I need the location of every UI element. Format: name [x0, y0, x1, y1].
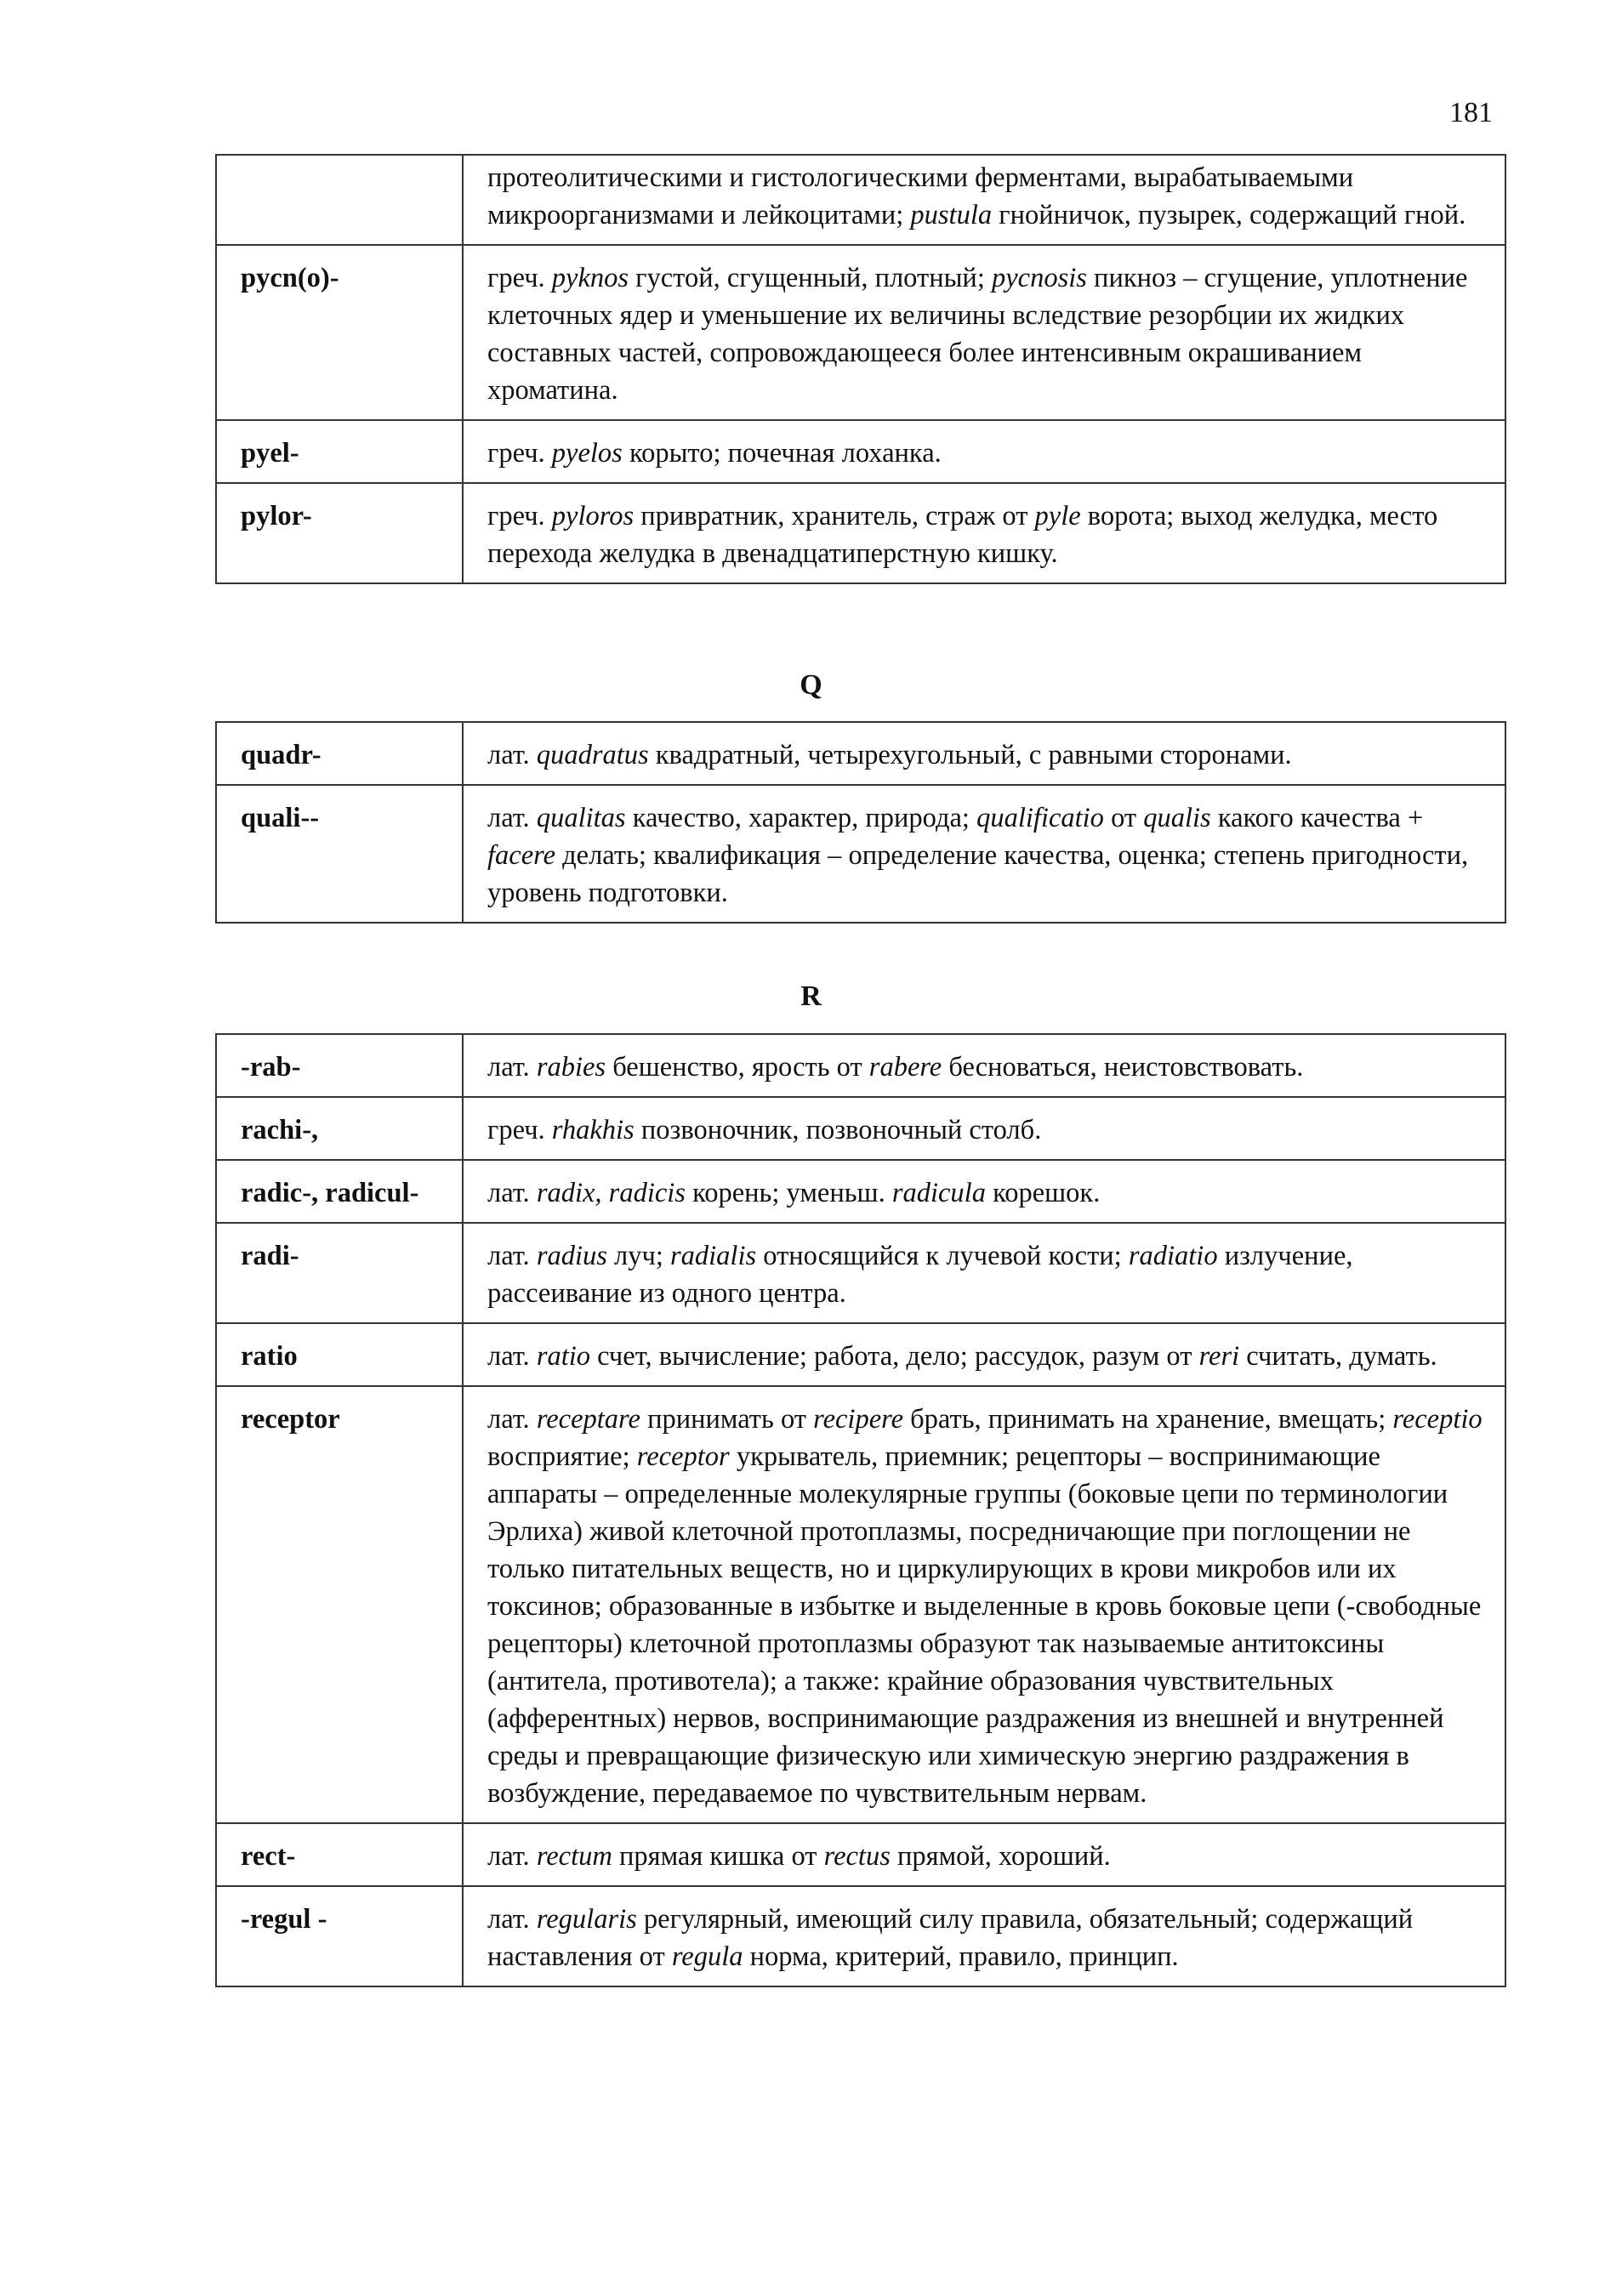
- entry-term: quadr-: [216, 722, 463, 785]
- dictionary-entry: [216, 1034, 1505, 1097]
- definition-text: лат.: [487, 1052, 537, 1083]
- dictionary-table-r: [215, 1033, 1506, 1987]
- definition-text: пикноз – сгущение, уплотнение клеточных ядер и уменьшение их величины вследствие резорбции их жидких составных частей, сопровождающееся более интенсивным окрашиванием хроматина.: [487, 263, 1468, 406]
- entry-definition: [463, 1386, 1505, 1823]
- definition-text: лат.: [487, 740, 537, 770]
- entry-term: rect-: [216, 1823, 463, 1886]
- definition-text: греч.: [487, 263, 552, 293]
- definition-text: какого качества +: [1210, 803, 1424, 833]
- dictionary-entry: [216, 155, 1505, 245]
- italic-term: radicula: [891, 1178, 986, 1208]
- entry-definition: [463, 155, 1505, 245]
- definition-text: делать; квалификация – определение качества, оценка; степень пригодности, уровень подготовки.: [487, 840, 1469, 908]
- dictionary-entry: [216, 483, 1505, 583]
- page-number: 181: [1449, 97, 1493, 128]
- definition-text: лат.: [487, 1904, 537, 1935]
- italic-term: ratio: [536, 1341, 591, 1372]
- definition-text: норма, критерий, правило, принцип.: [743, 1941, 1179, 1972]
- definition-text: греч.: [487, 1115, 552, 1145]
- italic-term: pyknos: [551, 263, 629, 293]
- italic-term: receptare: [536, 1404, 640, 1435]
- dictionary-entry: [216, 1160, 1505, 1223]
- italic-term: pyelos: [551, 438, 623, 469]
- italic-term: rabere: [868, 1052, 942, 1083]
- entry-term: [216, 155, 463, 245]
- definition-text: прямая кишка от: [612, 1841, 824, 1872]
- entry-term: -regul -: [216, 1886, 463, 1986]
- definition-text: счет, вычисление; работа, дело; рассудок, разум от: [590, 1341, 1199, 1372]
- entry-definition: [463, 1886, 1505, 1986]
- entry-term: pyel-: [216, 420, 463, 483]
- dictionary-entry: [216, 1386, 1505, 1823]
- definition-text: укрыватель, приемник; рецепторы – воспринимающие аппараты – определенные молекулярные группы (боковые цепи по терминологии Эрлиха) живой клеточной протоплазмы, посредничающие при поглощении не только питательных веществ, но и циркулирующих в крови микробов или их токсинов; образованные в избытке и выделенные в кровь боковые цепи (-свободные рецепторы) клеточной протоплазмы образуют так называемые антитоксины (антитела, противотела); а также: крайние образования чувствительных (афферентных) нервов, воспринимающие раздражения из внешней и внутренней среды и превращающие физическую или химическую энергию раздражения в возбуждение, передаваемое по чувствительным нервам.: [487, 1441, 1482, 1809]
- italic-term: pyle: [1034, 501, 1081, 531]
- entry-term: radic-, radicul-: [216, 1160, 463, 1223]
- definition-text: корень; уменьш.: [685, 1178, 892, 1208]
- definition-text: ворота; выход желудка, место перехода желудка в двенадцатиперстную кишку.: [487, 501, 1438, 569]
- definition-text: густой, сгущенный, плотный;: [629, 263, 992, 293]
- entry-term: quali--: [216, 785, 463, 923]
- dictionary-entry: [216, 1223, 1505, 1323]
- italic-term: radius: [536, 1241, 607, 1271]
- italic-term: receptor: [636, 1441, 730, 1472]
- italic-term: pycnosis: [991, 263, 1087, 293]
- definition-text: корешок.: [985, 1178, 1101, 1208]
- definition-text: протеолитическими и гистологическими ферментами, вырабатываемыми микроорганизмами и лейкоцитами;: [487, 162, 1354, 230]
- italic-term: rectus: [823, 1841, 891, 1872]
- definition-text: привратник, хранитель, страж от: [634, 501, 1035, 531]
- definition-text: относящийся к лучевой кости;: [756, 1241, 1129, 1271]
- definition-text: прямой, хороший.: [890, 1841, 1111, 1872]
- entry-term: rachi-,: [216, 1097, 463, 1160]
- entry-term: receptor: [216, 1386, 463, 1823]
- italic-term: facere: [487, 840, 555, 871]
- entry-definition: [463, 1323, 1505, 1386]
- dictionary-entry: [216, 245, 1505, 420]
- entry-term: pylor-: [216, 483, 463, 583]
- italic-term: qualitas: [536, 803, 626, 833]
- definition-text: позвоночник, позвоночный столб.: [634, 1115, 1042, 1145]
- italic-term: radix, radicis: [536, 1178, 686, 1208]
- entry-definition: [463, 1823, 1505, 1886]
- italic-term: regula: [671, 1941, 743, 1972]
- definition-text: принимать от: [640, 1404, 814, 1435]
- entry-definition: [463, 1034, 1505, 1097]
- definition-text: излучение, рассеивание из одного центра.: [487, 1241, 1353, 1309]
- entry-definition: [463, 1097, 1505, 1160]
- dictionary-entry: [216, 722, 1505, 785]
- italic-term: rectum: [536, 1841, 612, 1872]
- dictionary-entry: [216, 1823, 1505, 1886]
- entry-definition: [463, 1160, 1505, 1223]
- definition-text: бешенство, ярость от: [606, 1052, 869, 1083]
- definition-text: лат.: [487, 1404, 537, 1435]
- definition-text: лат.: [487, 1241, 537, 1271]
- italic-term: pustula: [910, 200, 993, 230]
- entry-term: radi-: [216, 1223, 463, 1323]
- italic-term: quadratus: [536, 740, 649, 770]
- definition-text: греч.: [487, 501, 552, 531]
- entry-term: pycn(o)-: [216, 245, 463, 420]
- entry-definition: [463, 420, 1505, 483]
- entry-term: -rab-: [216, 1034, 463, 1097]
- definition-text: лат.: [487, 803, 537, 833]
- italic-term: qualis: [1143, 803, 1211, 833]
- italic-term: radialis: [669, 1241, 757, 1271]
- definition-text: бесноваться, неистовствовать.: [942, 1052, 1304, 1083]
- dictionary-entry: [216, 1323, 1505, 1386]
- definition-text: гнойничок, пузырек, содержащий гной.: [992, 200, 1466, 230]
- entry-definition: [463, 785, 1505, 923]
- definition-text: лат.: [487, 1841, 537, 1872]
- definition-text: качество, характер, природа;: [625, 803, 977, 833]
- entry-term: ratio: [216, 1323, 463, 1386]
- definition-text: брать, принимать на хранение, вмещать;: [903, 1404, 1393, 1435]
- definition-text: регулярный, имеющий силу правила, обязательный; содержащий наставления от: [487, 1904, 1414, 1972]
- definition-text: корыто; почечная лоханка.: [622, 438, 942, 469]
- entry-definition: [463, 245, 1505, 420]
- italic-term: pyloros: [551, 501, 635, 531]
- definition-text: лат.: [487, 1178, 537, 1208]
- italic-term: rabies: [536, 1052, 606, 1083]
- section-letter-r: R: [800, 980, 822, 1012]
- italic-term: reri: [1198, 1341, 1240, 1372]
- dictionary-table-q: [215, 721, 1506, 924]
- italic-term: radiatio: [1128, 1241, 1218, 1271]
- definition-text: от: [1103, 803, 1144, 833]
- italic-term: regularis: [536, 1904, 637, 1935]
- italic-term: qualificatio: [976, 803, 1104, 833]
- italic-term: recipere: [813, 1404, 903, 1435]
- dictionary-entry: [216, 1097, 1505, 1160]
- definition-text: лат.: [487, 1341, 537, 1372]
- entry-definition: [463, 722, 1505, 785]
- dictionary-entry: [216, 420, 1505, 483]
- definition-text: греч.: [487, 438, 552, 469]
- italic-term: receptio: [1392, 1404, 1483, 1435]
- dictionary-table-p: [215, 154, 1506, 584]
- entry-definition: [463, 1223, 1505, 1323]
- italic-term: rhakhis: [551, 1115, 635, 1145]
- definition-text: луч;: [606, 1241, 670, 1271]
- definition-text: считать, думать.: [1239, 1341, 1437, 1372]
- definition-text: восприятие;: [487, 1441, 637, 1472]
- section-letter-q: Q: [800, 669, 822, 701]
- dictionary-entry: [216, 785, 1505, 923]
- dictionary-entry: [216, 1886, 1505, 1986]
- definition-text: квадратный, четырехугольный, с равными сторонами.: [648, 740, 1292, 770]
- entry-definition: [463, 483, 1505, 583]
